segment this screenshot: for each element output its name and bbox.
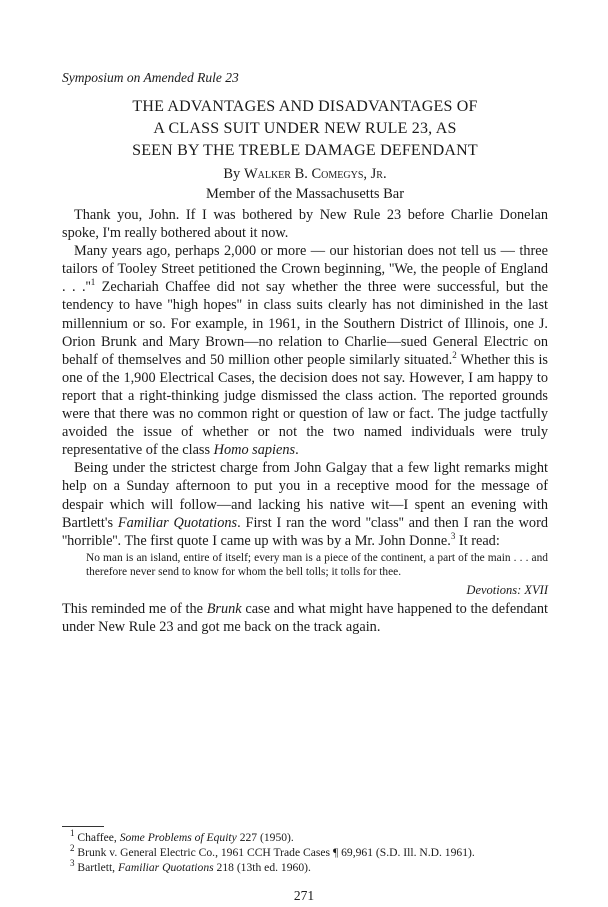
block-quote: No man is an island, entire of itself; every man is a piece of the continent, a part of the main . . . and therefore never send to know for whom the bell tolls; it tolls for thee. [86,551,548,578]
footnote-ref: 1 [90,277,96,288]
footnote-mark: 1 [70,828,75,839]
title-line: THE ADVANTAGES AND DISADVANTAGES OF [132,98,478,115]
text-run: Zechariah Chaffee did not say whether the three were successful, but the tendency to have ''high hopes'' in class suits clearly has not diminished in the last millennium or so. For example, in 1961, in the Southern District of Illinois, one J. Orion Brunk and Mary Brown—no relation to Charlie—sued General Electric on behalf of themselves and 50 million other people similarly situated. [62,279,548,368]
author-name: Walker B. Comegys, Jr. [243,166,387,182]
text-run: Many years ago, perhaps 2,000 or more — our historian does not tell us — three tailors of Tooley Street petitioned the Crown beginning, ''We, the people of England . . .'' [62,243,548,296]
text-run: This reminded me of the [62,600,207,617]
by-word: By [223,166,241,182]
paragraph [62,242,548,459]
page-number: 271 [293,888,315,903]
footnote [62,845,548,860]
text-run: . [295,442,299,459]
running-head: Symposium on Amended Rule 23 [62,70,239,85]
italic-text: Homo sapiens [213,442,296,459]
italic-text: Familiar Quotations [117,514,238,531]
quote-citation: Devotions: XVII [466,582,548,597]
italic-text: Brunk [206,600,242,617]
footnote [62,830,548,845]
paragraph: Thank you, John. If I was bothered by New Rule 23 before Charlie Donelan spoke, I'm really bothered about it now. [62,207,548,242]
text-run: 218 (13th ed. 1960). [213,861,311,874]
title-line: A CLASS SUIT UNDER NEW RULE 23, AS [153,120,457,137]
text-run: Being under the strictest charge from John Galgay that a few light remarks might help on a Sunday afternoon to put you in a receptive mood for the message of despair which will follow—and lacking his native wit—I spent an evening with Bartlett's [62,460,548,531]
footnotes [62,830,548,875]
paragraph [62,600,548,636]
text-run: 227 (1950). [236,831,294,844]
footnote-mark: 3 [70,858,75,869]
text-run: Brunk v. General Electric Co., 1961 CCH Trade Cases ¶ 69,961 (S.D. Ill. N.D. 1961). [74,846,475,859]
italic-text: Familiar Quotations [117,861,214,874]
text-run: Chaffee, [74,831,120,844]
italic-text: Some Problems of Equity [119,831,237,844]
author-byline [62,164,548,184]
author-affiliation: Member of the Massachusetts Bar [205,186,405,202]
text-run: Whether this is one of the 1,900 Electrical Cases, the decision does not say. However, I am happy to report that a right-thinking judge dismissed the class action. The reported grounds were that there was no common right or question of law or fact. The judge tactfully avoided the issue of whether or not the two named individuals were truly representative of the class [62,351,548,459]
article-title [62,96,548,162]
footnote-divider [62,826,104,827]
article-body [62,206,548,636]
footnote [62,860,548,875]
title-line: SEEN BY THE TREBLE DAMAGE DEFENDANT [132,142,478,159]
text-run: . First I ran the word ''class'' and then I ran the word ''horrible''. The first quote I came up with was by a Mr. John Donne. [62,514,548,549]
footnote-ref: 3 [450,530,456,541]
paragraph [62,459,548,549]
footnote-ref: 2 [452,349,457,360]
footnote-mark: 2 [70,843,75,854]
text-run: It read: [455,532,500,549]
text-run: Bartlett, [74,861,118,874]
author-block [62,164,548,204]
text-run: case and what might have happened to the defendant under New Rule 23 and got me back on the track again. [62,600,548,635]
